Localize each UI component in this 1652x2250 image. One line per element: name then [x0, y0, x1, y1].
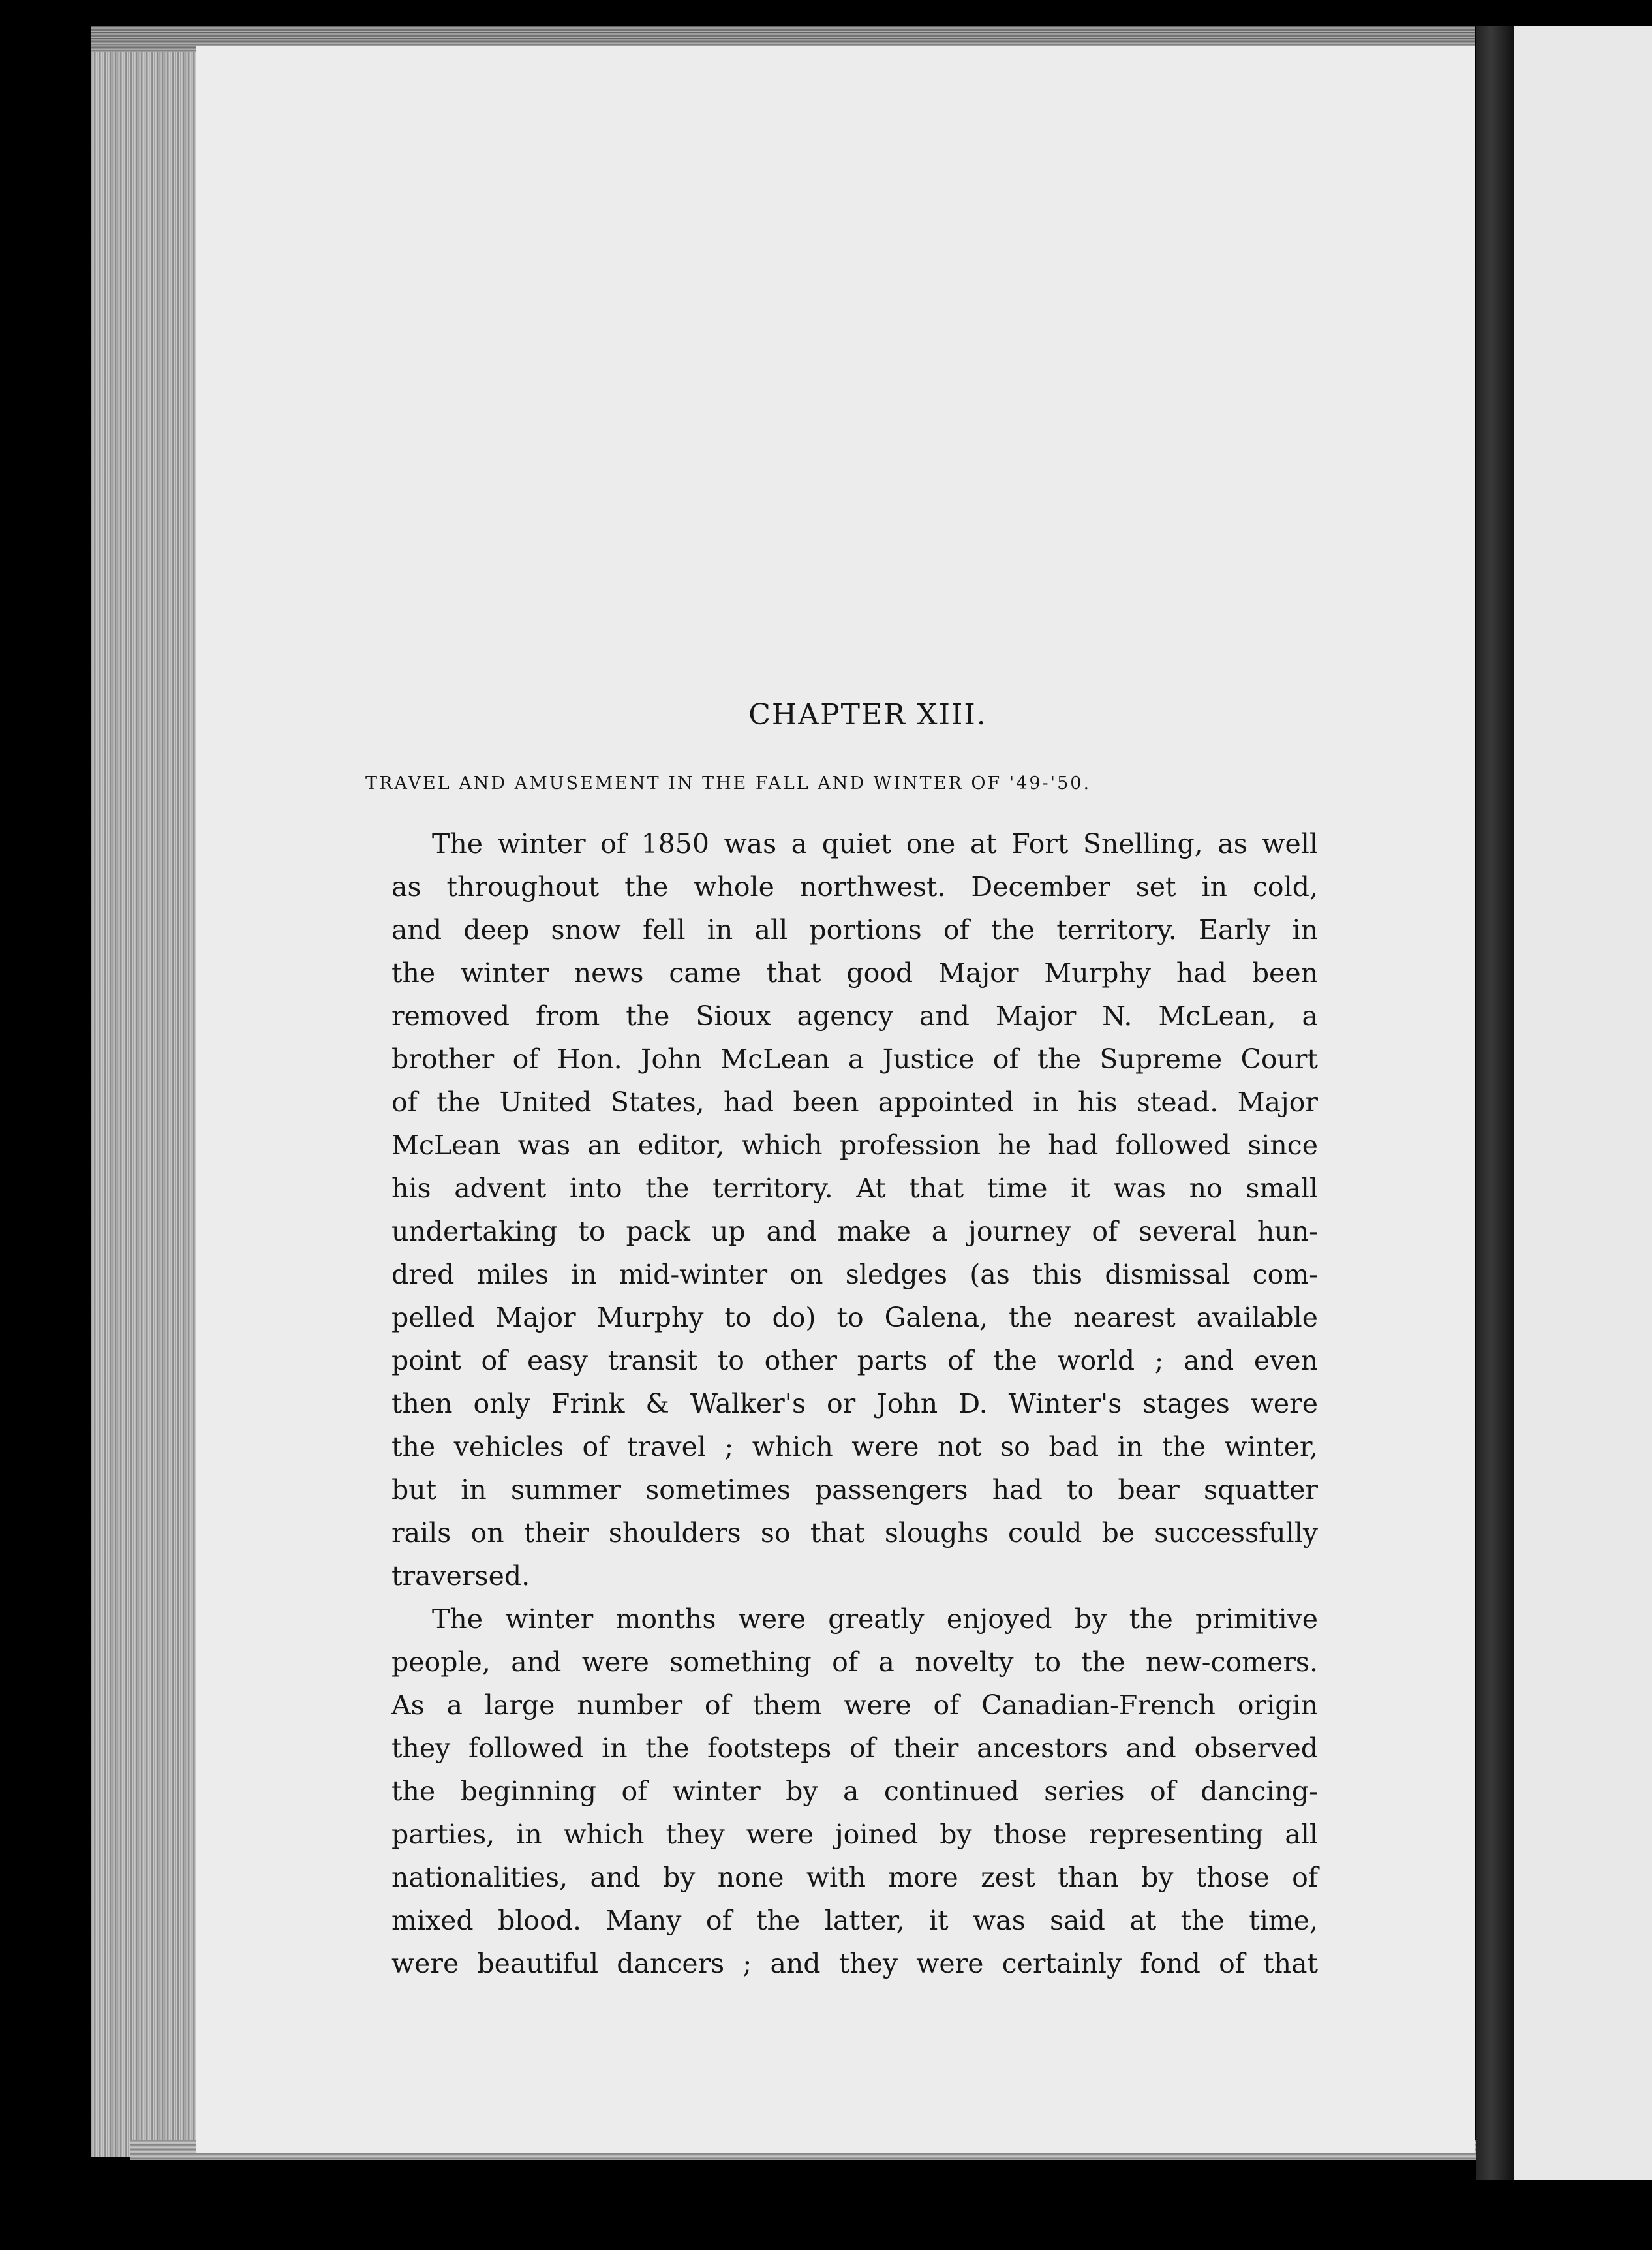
text-line: rails on their shoulders so that sloughs could be successfully — [391, 1517, 1318, 1549]
chapter-heading: CHAPTER XIII. — [748, 698, 987, 732]
page-stack-edge-left — [91, 26, 202, 2157]
book-binding — [1476, 26, 1514, 2180]
text-line: of the United States, had been appointed in his stead. Major — [391, 1086, 1318, 1118]
text-line: pelled Major Murphy to do) to Galena, the nearest available — [391, 1302, 1318, 1333]
page-text-block — [365, 698, 1318, 1985]
text-line: removed from the Sioux agency and Major N. McLean, a — [391, 1000, 1318, 1032]
text-line: dred miles in mid-winter on sledges (as this dismissal com- — [391, 1259, 1318, 1290]
text-line: point of easy transit to other parts of the world ; and even — [391, 1345, 1318, 1376]
text-line: The winter of 1850 was a quiet one at Fort Snelling, as well — [432, 828, 1318, 859]
text-line: parties, in which they were joined by those representing all — [391, 1819, 1318, 1850]
text-line: the beginning of winter by a continued series of dancing- — [391, 1776, 1318, 1807]
text-line: and deep snow fell in all portions of the territory. Early in — [391, 914, 1318, 946]
text-line: but in summer sometimes passengers had to bear squatter — [391, 1474, 1318, 1505]
paragraph — [391, 822, 1318, 1597]
text-line: nationalities, and by none with more zest than by those of — [391, 1862, 1318, 1893]
text-line: As a large number of them were of Canadian-French origin — [391, 1689, 1318, 1721]
text-line: the winter news came that good Major Murphy had been — [391, 957, 1318, 989]
text-line: undertaking to pack up and make a journey of several hun- — [391, 1216, 1318, 1247]
text-line: brother of Hon. John McLean a Justice of the Supreme Court — [391, 1043, 1318, 1075]
text-line: people, and were something of a novelty to the new-comers. — [391, 1646, 1318, 1678]
text-line: his advent into the territory. At that time it was no small — [391, 1173, 1318, 1204]
text-line: were beautiful dancers ; and they were certainly fond of that — [391, 1948, 1318, 1979]
chapter-subtitle: TRAVEL AND AMUSEMENT IN THE FALL AND WINTER OF '49-'50. — [365, 773, 1092, 794]
paragraph — [391, 1597, 1318, 1985]
text-line: then only Frink & Walker's or John D. Winter's stages were — [391, 1388, 1318, 1419]
text-line: the vehicles of travel ; which were not so bad in the winter, — [391, 1431, 1318, 1462]
text-line: McLean was an editor, which profession he had followed since — [391, 1130, 1318, 1161]
text-line: they followed in the footsteps of their ancestors and observed — [391, 1733, 1318, 1764]
text-line: The winter months were greatly enjoyed by the primitive — [432, 1603, 1318, 1635]
text-line: as throughout the whole northwest. December set in cold, — [391, 871, 1318, 902]
facing-page — [1514, 26, 1652, 2180]
text-line: traversed. — [391, 1560, 530, 1592]
text-line: mixed blood. Many of the latter, it was said at the time, — [391, 1905, 1318, 1936]
